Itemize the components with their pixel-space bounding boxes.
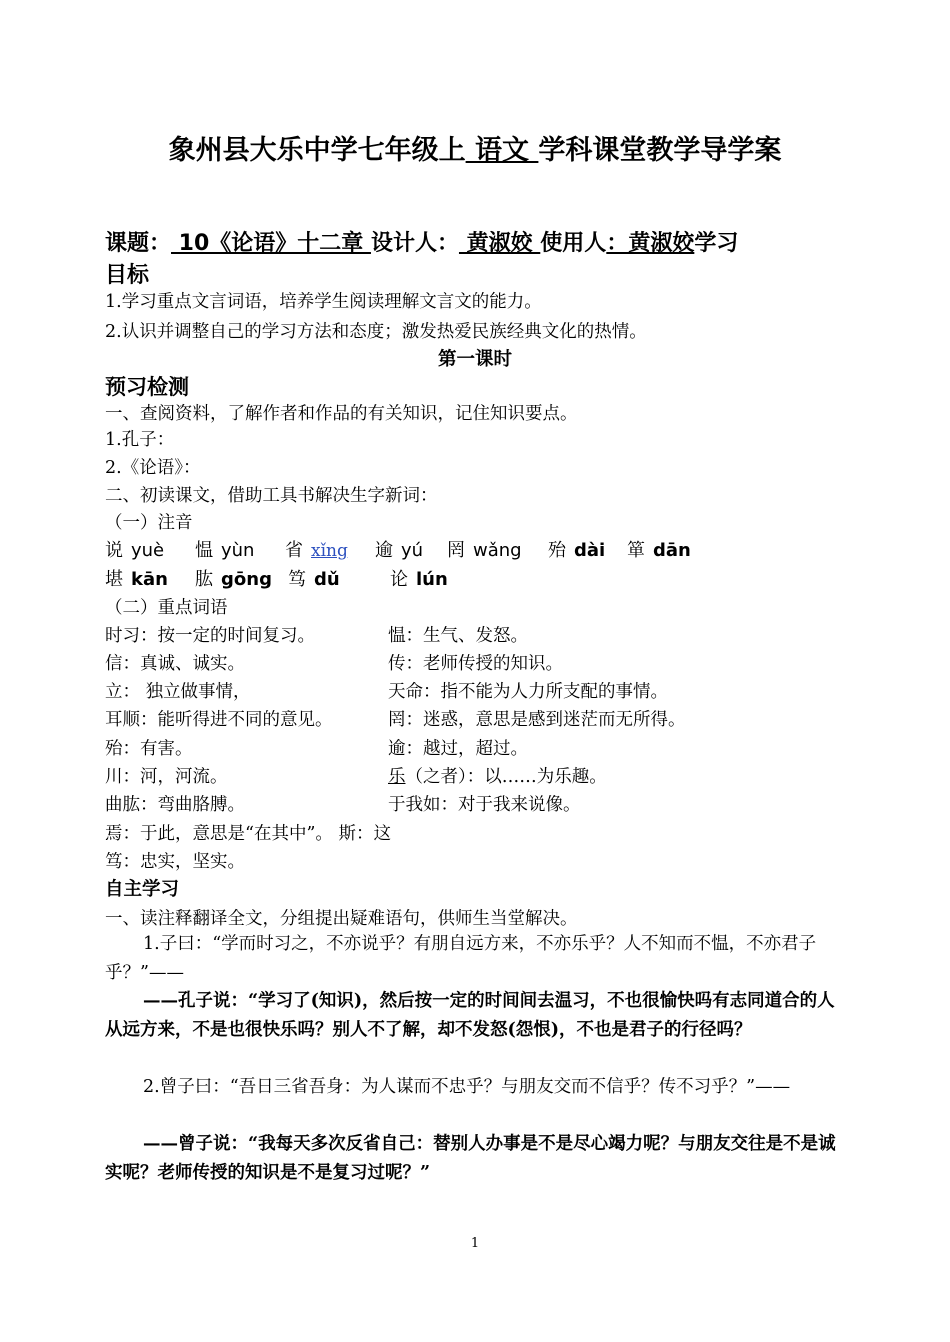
period-heading: 第一课时: [437, 349, 512, 370]
phonetic-char: 笃: [288, 569, 306, 590]
preview-heading: 预习检测: [105, 375, 189, 399]
preview-item-1a: 1.孔子：: [105, 430, 175, 450]
vocab-right: 愠：生气、发怒。: [388, 626, 528, 646]
phonetic-pinyin: yú: [401, 540, 424, 561]
vocab-left: 殆：有害。: [105, 739, 193, 759]
phonetic-entry: [627, 536, 691, 562]
title-subject: 语文: [465, 135, 539, 166]
phonetic-pinyin: yuè: [131, 540, 165, 561]
vocab-right: 传：老师传授的知识。: [388, 654, 563, 674]
phonetic-char: 殆: [548, 540, 566, 561]
goal-item-2: 2.认识并调整自己的学习方法和态度；激发热爱民族经典文化的热情。: [105, 322, 647, 342]
phonetic-pinyin: dān: [653, 540, 691, 561]
phonetic-entry: [288, 565, 340, 591]
phonetic-char: 省: [285, 540, 303, 561]
vocab-term-underlined: 乐: [388, 767, 406, 787]
vocab-item-8: 焉：于此，意思是“在其中”。 斯：这: [105, 824, 391, 844]
designer-label: 设计人：: [370, 231, 459, 256]
phonetic-char: 论: [390, 569, 408, 590]
phonetic-pinyin: dài: [574, 540, 606, 561]
designer-value: 黄淑姣: [458, 231, 541, 256]
phonetic-heading: （一）注音: [105, 513, 193, 533]
phonetic-pinyin: wǎng: [473, 540, 522, 561]
phonetic-entry: [447, 536, 522, 562]
page-number: 1: [470, 1236, 480, 1251]
phonetic-entry: [195, 565, 272, 591]
preview-item-1: 一、查阅资料，了解作者和作品的有关知识，记住知识要点。: [105, 404, 578, 424]
phonetic-entry: [285, 536, 348, 562]
phonetic-char: 罔: [447, 540, 465, 561]
vocab-left: 时习：按一定的时间复习。: [105, 626, 315, 646]
goal-item-1: 1.学习重点文言词语，培养学生阅读理解文言文的能力。: [105, 292, 542, 312]
user-label: 使用人: [540, 231, 607, 256]
goal-heading-part2: 目标: [105, 263, 150, 288]
quote-2-original: 2.曾子曰：“吾日三省吾身：为人谋而不忠乎？与朋友交而不信乎？传不习乎？”——: [143, 1077, 791, 1097]
vocab-right: 天命：指不能为人力所支配的事情。: [388, 682, 668, 702]
vocab-left: 信：真诚、诚实。: [105, 654, 245, 674]
phonetic-char: 箪: [627, 540, 645, 561]
title-suffix: 学科课堂教学导学案: [538, 135, 782, 166]
preview-item-2: 二、初读课文，借助工具书解决生字新词：: [105, 486, 438, 506]
phonetic-pinyin: yùn: [221, 540, 255, 561]
quote-2-translation: ——曾子说：“我每天多次反省自己：替别人办事是不是尽心竭力呢？与朋友交往是不是诚实呢？老师传授的知识是不是复习过呢？”: [105, 1134, 836, 1183]
lesson-value: 10《论语》十二章: [171, 231, 371, 256]
phonetic-pinyin: lún: [416, 569, 448, 590]
phonetic-pinyin: kān: [131, 569, 168, 590]
vocab-heading: （二）重点词语: [105, 598, 228, 618]
vocab-left: 曲肱：弯曲胳膊。: [105, 795, 245, 815]
vocab-left: 耳顺：能听得进不同的意见。: [105, 710, 333, 730]
phonetic-pinyin: gōng: [221, 569, 272, 590]
document-title: [0, 128, 950, 167]
vocab-item-9: 笃：忠实，坚实。: [105, 852, 245, 872]
quote-1-original: 1.子曰：“学而时习之，不亦说乎？有朋自远方来，不亦乐乎？人不知而不愠，不亦君子乎？”——: [105, 934, 817, 983]
vocab-left: 川：河，河流。: [105, 767, 228, 787]
self-study-item-1: 一、读注释翻译全文，分组提出疑难语句，供师生当堂解决。: [105, 909, 578, 929]
lesson-info-line: [105, 229, 738, 259]
quote-1-translation: ——孔子说：“学习了(知识)，然后按一定的时间间去温习，不也很愉快吗有志同道合的人从远方来，不是也很快乐吗？别人不了解，却不发怒(怨恨)，不也是君子的行径吗？: [105, 991, 835, 1040]
phonetic-pinyin: dǔ: [314, 569, 340, 590]
vocab-right: 逾：越过，超过。: [388, 739, 528, 759]
vocab-definition: （之者）：以……为乐趣。: [405, 767, 607, 787]
vocab-right: 罔：迷惑，意思是感到迷茫而无所得。: [388, 710, 686, 730]
title-school: 象州县大乐中学七年级上: [168, 135, 466, 166]
phonetic-char: 堪: [105, 569, 123, 590]
lesson-label: 课题：: [105, 231, 172, 256]
self-study-heading: 自主学习: [105, 879, 180, 900]
phonetic-entry: [548, 536, 605, 562]
phonetic-entry: [390, 565, 448, 591]
user-value: ：黄淑姣: [606, 231, 695, 256]
phonetic-entry: [105, 536, 164, 562]
phonetic-entry: [105, 565, 168, 591]
phonetic-char: 说: [105, 540, 123, 561]
goal-heading-part1: 学习: [694, 231, 739, 256]
preview-item-1b: 2.《论语》：: [105, 458, 201, 478]
phonetic-char: 愠: [195, 540, 213, 561]
phonetic-entry: [375, 536, 423, 562]
phonetic-char: 逾: [375, 540, 393, 561]
phonetic-char: 肱: [195, 569, 213, 590]
phonetic-entry: [195, 536, 254, 562]
vocab-right: 于我如：对于我来说像。: [388, 795, 581, 815]
vocab-right: [388, 763, 607, 788]
phonetic-pinyin[interactable]: xǐng: [311, 541, 348, 561]
vocab-left: 立： 独立做事情，: [105, 682, 251, 702]
